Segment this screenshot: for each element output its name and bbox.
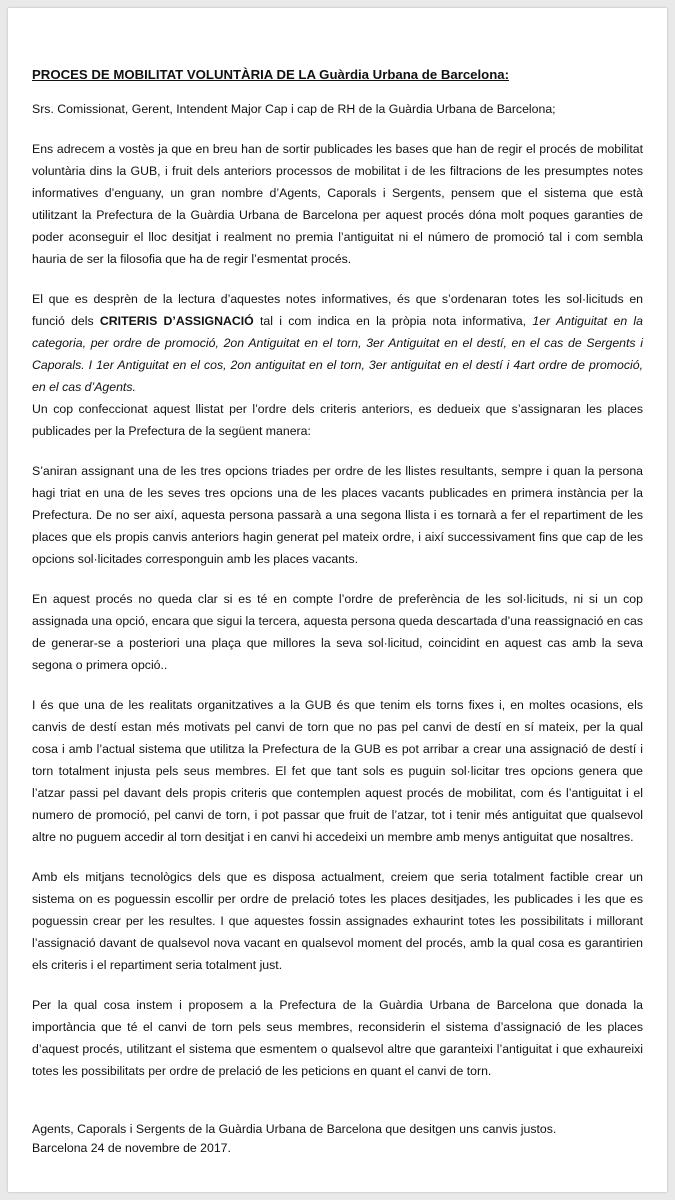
paragraph-shift-reality: I és que una de les realitats organitzatives a la GUB és que tenim els torns fixes i, en moltes ocasions, els canvis de destí estan més motivats pel canvi de torn que no pas pel canvi de destí en sí mateix, per la qual cosa i amb l’actual sistema que utilitza la Prefectura de la GUB es pot arribar a crear una assignació de destí i torn totalment injusta pels seus membres. El fet que tant sols es puguin sol·licitar tres opcions genera que l’atzar passi pel davant dels propis criteris que contemplen aquest procés de mobilitat, com és l’antiguitat i el numero de promoció, pel canvi de torn, i pot passar que fruit de l’atzar, tot i tenir més antiguitat que qualsevol altre no puguem accedir al torn desitjat i en canvi hi accedeixi un membre amb menys antiguitat que nosaltres. [32, 698, 643, 844]
paragraph-preference-order: En aquest procés no queda clar si es té en compte l’ordre de preferència de les sol·licituds, ni si un cop assignada una opció, encara que sigui la tercera, aquesta persona queda descartada d’una reassignació en cas de generar-se a posteriori una plaça que millores la seva sol·licitud, coincidint en aquest cas amb la seva segona o primera opció.. [32, 592, 643, 672]
paragraph-intro: Ens adrecem a vostès ja que en breu han de sortir publicades les bases que han de regir el procés de mobilitat voluntària dins la GUB, i fruit dels anteriors processos de mobilitat i de les filtracions de les presumptes notes informatives d’enguany, un gran nombre d’Agents, Caporals i Sergents, pensem que el sistema que està utilitzant la Prefectura de la Guàrdia Urbana de Barcelona per aquest procés dóna molt poques garanties de poder aconseguir el lloc desitjat i realment no premia l’antiguitat ni el número de promoció tal i com sembla hauria de ser la filosofia que ha de regir l’esmentat procés. [32, 142, 643, 266]
criteria-text-mid: tal i com indica en la pròpia nota informativa, [253, 314, 533, 328]
date-line: Barcelona 24 de novembre de 2017. [32, 1141, 231, 1155]
paragraph-assignment-order: Un cop confeccionat aquest llistat per l’ordre dels criteris anteriors, es dedueix que s’assignaran les places publicades per la Prefectura de la següent manera: [32, 402, 643, 438]
paragraph-request: Per la qual cosa instem i proposem a la Prefectura de la Guàrdia Urbana de Barcelona que donada la importància que té el canvi de torn pels seus membres, reconsiderin el sistema d’assignació de les places d’aquest procés, utilitzant el sistema que esmentem o qualsevol altre que garanteixi l’antiguitat i que exhaureixi totes les possibilitats per ordre de prelació de les peticions en quant el canvi de torn. [32, 998, 643, 1078]
document-page [8, 8, 667, 1192]
document-title: PROCES DE MOBILITAT VOLUNTÀRIA DE LA Guàrdia Urbana de Barcelona: [32, 67, 509, 82]
criteria-heading: CRITERIS D’ASSIGNACIÓ [99, 314, 254, 328]
paragraph-criteria [32, 288, 643, 398]
paragraph-tech-proposal: Amb els mitjans tecnològics dels que es disposa actualment, creiem que seria totalment factible crear un sistema on es poguessin escollir per ordre de prelació totes les places desitjades, les publicades i les que es poguessin crear per les resultes. I que aquestes fossin assignades exhaurint totes les possibilitats i millorant l’assignació davant de qualsevol nova vacant en qualsevol moment del procés, amb la qual cosa es garantirien els criteris i el repartiment seria totalment just. [32, 870, 643, 972]
criteria-list: 1er Antiguitat en la categoria, per ordre de promoció, 2on Antiguitat en el torn, 3er Antiguitat en el destí, en el cas de Sergents i Caporals. I 1er Antiguitat en el cos, 2on antiguitat en el torn, 3er antiguitat en el destí i 4art ordre de promoció, en el cas d’Agents. [32, 314, 643, 394]
criteria-text-start: El que es desprèn de la lectura d’aquestes notes informatives, és que s’ordenaran totes les sol·licituds en funció dels [32, 292, 643, 328]
signature-line: Agents, Caporals i Sergents de la Guàrdia Urbana de Barcelona que desitgen uns canvis justos. [32, 1122, 557, 1136]
paragraph-assignment-process: S’aniran assignant una de les tres opcions triades per ordre de les llistes resultants, sempre i quan la persona hagi triat en una de les seves tres opcions una de les places vacants publicades en primera instància per la Prefectura. De no ser així, aquesta persona passarà a una segona llista i es tornarà a fer el repartiment de les places que els propis canvis anteriors hagin generat pel mateix ordre, i així successivament fins que cap de les opcions sol·licitades corresponguin amb les places vacants. [32, 464, 643, 566]
salutation: Srs. Comissionat, Gerent, Intendent Major Cap i cap de RH de la Guàrdia Urbana de Barcelona; [32, 102, 556, 116]
signature-block [32, 1120, 643, 1158]
